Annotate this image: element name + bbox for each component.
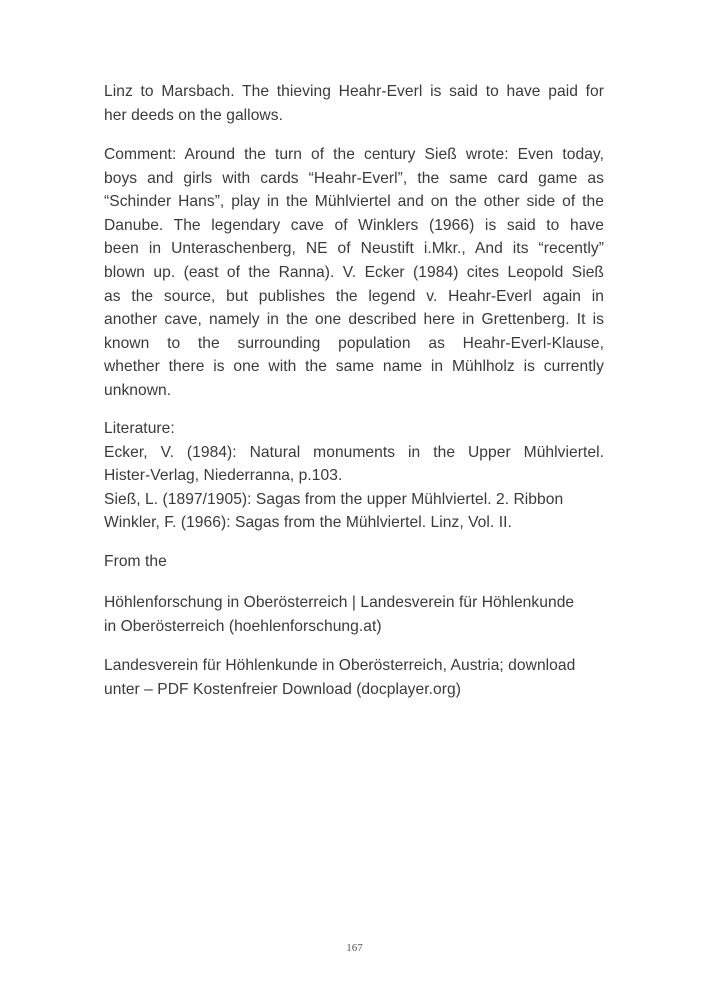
- paragraph-intro: [104, 80, 604, 127]
- literature-heading: Literature:: [104, 420, 175, 437]
- org-line: Höhlenforschung in Oberösterreich | Landesverein für Höhlenkunde: [104, 594, 575, 611]
- text-line: Danube. The legendary cave of Winklers (1966) is said to have: [104, 216, 604, 234]
- text-line: known to the surrounding population as Heahr-Everl-Klause,: [104, 334, 604, 352]
- download-line: unter – PDF Kostenfreier Download (docplayer.org): [104, 680, 461, 698]
- literature-section: [104, 417, 604, 535]
- text-line: Linz to Marsbach. The thieving Heahr-Everl is said to have paid for: [104, 83, 604, 100]
- download-line: Landesverein für Höhlenkunde in Oberösterreich, Austria; download: [104, 657, 576, 674]
- source-organization: [104, 591, 604, 638]
- text-line: another cave, namely in the one described here in Grettenberg. It is: [104, 311, 604, 329]
- text-line: been in Unteraschenberg, NE of Neustift i.Mkr., And its “recently”: [104, 240, 604, 258]
- org-line: in Oberösterreich (hoehlenforschung.at): [104, 617, 382, 635]
- text-line: as the source, but publishes the legend v. Heahr-Everl again in: [104, 287, 604, 305]
- paragraph-comment: [104, 143, 604, 403]
- source-download: [104, 654, 604, 701]
- text-line: “Schinder Hans”, play in the Mühlviertel and on the other side of the: [104, 193, 604, 211]
- literature-entry-ecker: Ecker, V. (1984): Natural monuments in the Upper Mühlviertel.: [104, 443, 604, 461]
- page-number: 167: [346, 942, 363, 954]
- text-line: Comment: Around the turn of the century Sieß wrote: Even today,: [104, 146, 604, 163]
- literature-entry-siess: Sieß, L. (1897/1905): Sagas from the upper Mühlviertel. 2. Ribbon: [104, 490, 564, 508]
- text-line: her deeds on the gallows.: [104, 106, 283, 124]
- literature-entry-winkler: Winkler, F. (1966): Sagas from the Mühlviertel. Linz, Vol. II.: [104, 514, 512, 532]
- text-line: blown up. (east of the Ranna). V. Ecker (1984) cites Leopold Sieß: [104, 263, 604, 281]
- source-from: [104, 550, 604, 574]
- from-label: From the: [104, 553, 167, 570]
- text-line: unknown.: [104, 381, 172, 399]
- text-line: boys and girls with cards “Heahr-Everl”, the same card game as: [104, 169, 604, 187]
- text-line: whether there is one with the same name in Mühlholz is currently: [104, 358, 604, 376]
- literature-entry-ecker-cont: Hister-Verlag, Niederranna, p.103.: [104, 467, 343, 485]
